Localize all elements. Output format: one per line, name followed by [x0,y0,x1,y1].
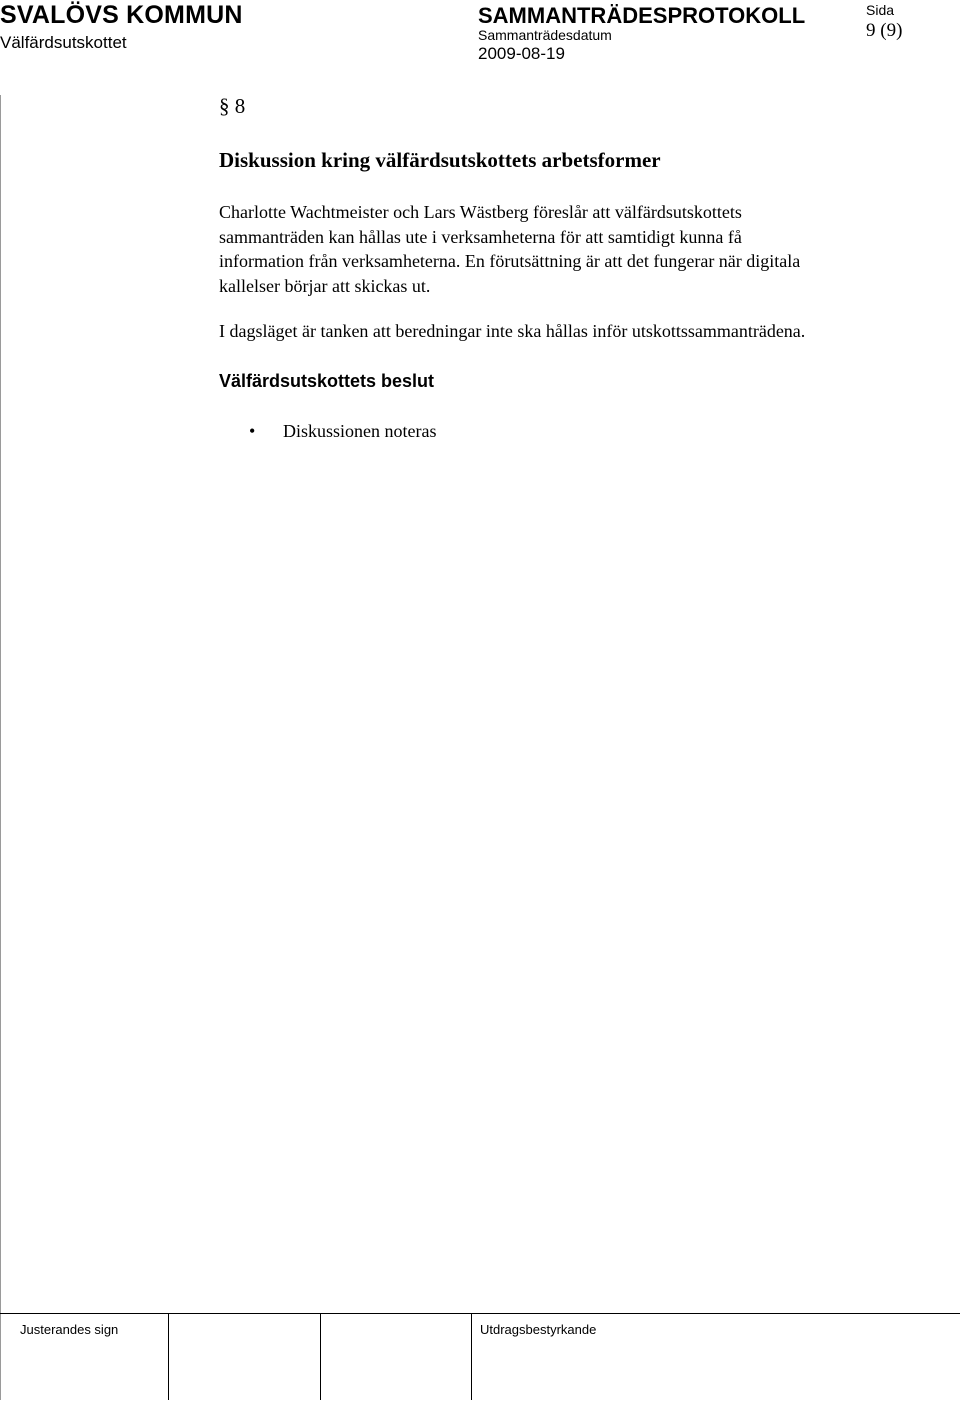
page-number: 9 (9) [866,20,903,41]
body-line: sammanträden kan hållas ute i verksamheterna för att samtidigt kunna få [219,226,742,247]
body-line: Charlotte Wachtmeister och Lars Wästberg föreslår att välfärdsutskottets [219,202,742,222]
section-note: I dagsläget är tanken att beredningar inte ska hållas inför utskottssammanträdena. [219,321,806,341]
footer-cell-divider [471,1313,472,1400]
left-margin-rule [0,95,1,1400]
body-line: kallelser börjar att skickas ut. [219,275,431,296]
body-line: information från verksamheterna. En förutsättning är att det fungerar när digitala [219,251,801,271]
decision-item: Diskussionen noteras [283,421,437,441]
decision-heading: Välfärdsutskottets beslut [219,371,435,391]
footer-cell-divider [168,1313,169,1400]
footer-divider [0,1313,960,1314]
meeting-date-label: Sammanträdesdatum [478,27,612,43]
section-heading: Diskussion kring välfärdsutskottets arbetsformer [219,148,661,172]
organization-name: SVALÖVS KOMMUN [0,1,243,29]
footer-cell-divider [320,1313,321,1400]
bullet-icon: • [249,421,256,441]
page-label: Sida [866,2,895,18]
committee-name: Välfärdsutskottet [0,33,127,52]
extract-label: Utdragsbestyrkande [480,1322,597,1337]
meeting-date: 2009-08-19 [478,44,565,63]
document-type: SAMMANTRÄDESPROTOKOLL [478,3,806,28]
section-body [219,200,919,298]
paragraph-number: § 8 [219,94,246,118]
signature-label: Justerandes sign [20,1322,119,1337]
